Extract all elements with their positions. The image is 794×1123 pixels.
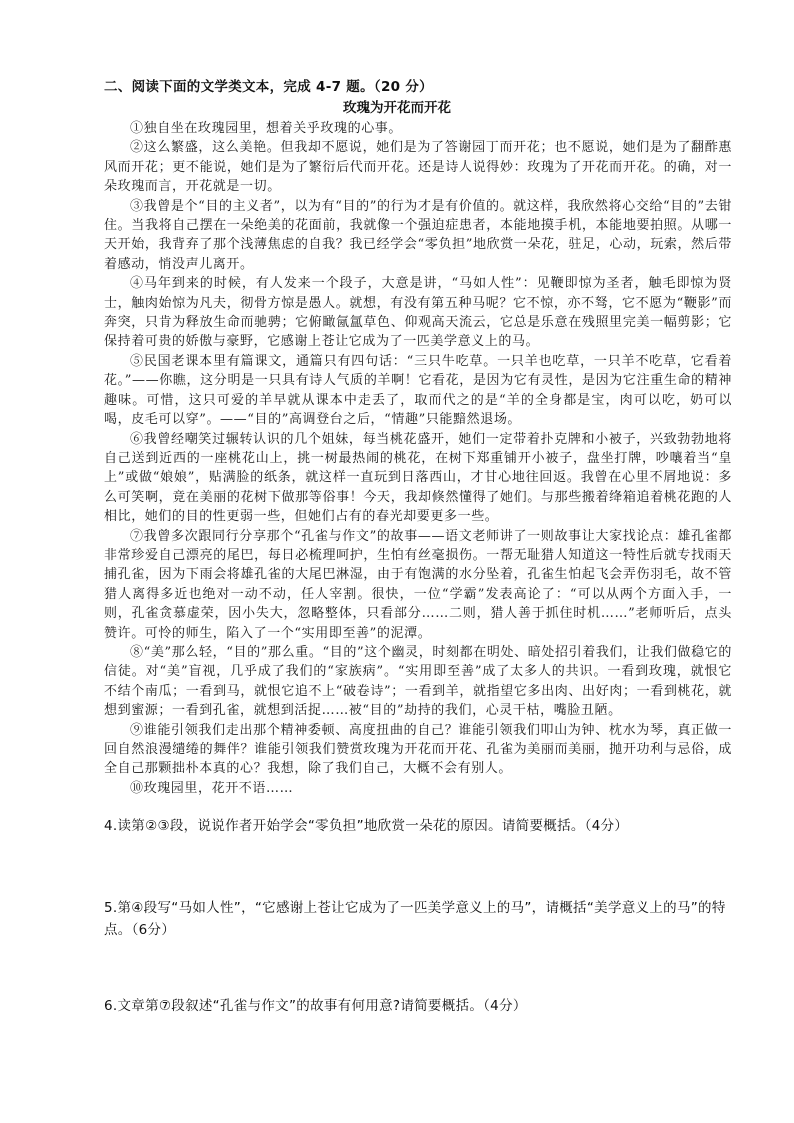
paragraph-7: ⑦我曾多次跟同行分享那个“孔雀与作文”的故事——语文老师讲了一则故事让大家找论点：雄孔雀都非常珍爱自己漂亮的尾巴，每日必梳理呵护，生怕有丝毫损伤。一帮无耻猎人知道这一特性后就专找雨天捕孔雀，因为下雨会将雄孔雀的大尾巴淋湿，由于有饱满的水分坠着，孔雀生怕起飞会弄伤羽毛，故不管猎人离得多近也绝对一动不动，任人宰割。很快，一位“学霸”发表高论了：“可以从两个方面入手，一则，孔雀贪慕虚荣，因小失大，忽略整体，只看部分……二则，猎人善于抓住时机……”老师听后，点头赞许。可怜的师生，陷入了一个“实用即至善”的泥潭。 (104, 528, 732, 641)
paragraph-5: ⑤民国老课本里有篇课文，通篇只有四句话：“三只牛吃草。一只羊也吃草，一只羊不吃草，它看着花。”——你瞧，这分明是一只具有诗人气质的羊啊！它看花，是因为它有灵性，是因为它注重生命的精神趣味。可惜，这只可爱的羊早就从课本中走丢了，取而代之的是“羊的全身都是宝，肉可以吃，奶可以喝，皮毛可以穿”。——“目的”高调登台之后，“情趣”只能黯然退场。 (104, 353, 732, 428)
article-title: 玫瑰为开花而开花 (343, 100, 451, 116)
article-body (104, 119, 732, 798)
paragraph-1: ①独自坐在玫瑰园里，想着关乎玫瑰的心事。 (130, 121, 403, 136)
paragraph-6: ⑥我曾经嘲笑过辗转认识的几个姐妹，每当桃花盛开，她们一定带着扑克牌和小被子，兴致勃勃地将自己送到近西的一座桃花山上，挑一树最热闹的桃花，在树下郑重铺开小被子，盘坐打牌，吵嚷着当“皇上”或做“娘娘”，贴满脸的纸条，就这样一直玩到日落西山，才甘心地往回返。我曾在心里不屑地说：多么可笑啊，竟在美丽的花树下做那等俗事！今天，我却倏然懂得了她们。与那些搬着绛箱追着桃花跑的人相比，她们的目的性更弱一些，但她们占有的春光却要更多一些。 (104, 431, 732, 525)
paragraph-8: ⑧“美”那么轻，“目的”那么重。“目的”这个幽灵，时刻都在明处、暗处招引着我们，让我们做稳它的信徒。对“美”盲视，几乎成了我们的“家族病”。“实用即至善”成了太多人的共识。一看到玫瑰，就恨它不结个南瓜；一看到马，就恨它追不上“破卷诗”；一看到羊，就指望它多出肉、出好肉；一看到桃花，就想到蜜源；一看到孔雀，就想到活捉……被“目的”劫持的我们，心灵干枯，嘴脸丑陋。 (104, 644, 732, 719)
question-4: 4.读第②③段，说说作者开始学会“零负担”地欣赏一朵花的原因。请简要概括。（4分） (104, 818, 629, 834)
section-heading: 二、阅读下面的文学类文本，完成 4-7 题。（20 分） (104, 79, 433, 95)
question-6: 6.文章第⑦段叙述“孔雀与作文”的故事有何用意?请简要概括。（4分） (104, 998, 527, 1014)
paragraph-4: ④马年到来的时候，有人发来一个段子，大意是讲，“马如人性”：见鞭即惊为圣者，触毛即惊为贤士，触肉始惊为凡夫，彻骨方惊是愚人。就想，有没有第五种马呢？它不惊，亦不驽，它不愿为“鞭影”而奔突，只肯为释放生命而驰骋；它俯瞰氤氲草色、仰观高天流云，它总是乐意在残照里完美一幅剪影；它保持着可贵的娇傲与豪野，它感谢上苍让它成为了一匹美学意义上的马。 (104, 276, 732, 350)
question-5: 5.第④段写“马如人性”，“它感谢上苍让它成为了一匹美学意义上的马”，请概括“美学意义上的马”的特点。（6分） (104, 900, 726, 938)
paragraph-9: ⑨谁能引领我们走出那个精神委顿、高度扭曲的自己？谁能引领我们叩山为钟、枕水为琴，真正做一回自然浪漫缱绻的舞伴？谁能引领我们赞赏玫瑰为开花而开花、孔雀为美丽而美丽，抛开功利与忌俗，成全自己那颗拙朴本真的心？我想，除了我们自己，大概不会有别人。 (104, 722, 732, 777)
paragraph-3: ③我曾是个“目的主义者”，以为有“目的”的行为才是有价值的。就这样，我欣然将心交给“目的”去钳住。当我将自己摆在一朵绝美的花面前，我就像一个强迫症患者，本能地摸手机，本能地要拍照。从哪一天开始，我背弃了那个浅薄焦虑的自我？我已经学会“零负担”地欣赏一朵花，驻足，心动，玩索，然后带着感动，悄没声儿离开。 (104, 198, 732, 272)
paragraph-2: ②这么繁盛，这么美艳。但我却不愿说，她们是为了答谢园丁而开花；也不愿说，她们是为了翻酢惠风而开花；更不能说，她们是为了繁衍后代而开花。还是诗人说得妙：玫瑰为了开花而开花。的确，对一朵玫瑰而言，开花就是一切。 (104, 140, 732, 195)
paragraph-10: ⑩玫瑰园里，花开不语…… (130, 780, 294, 796)
